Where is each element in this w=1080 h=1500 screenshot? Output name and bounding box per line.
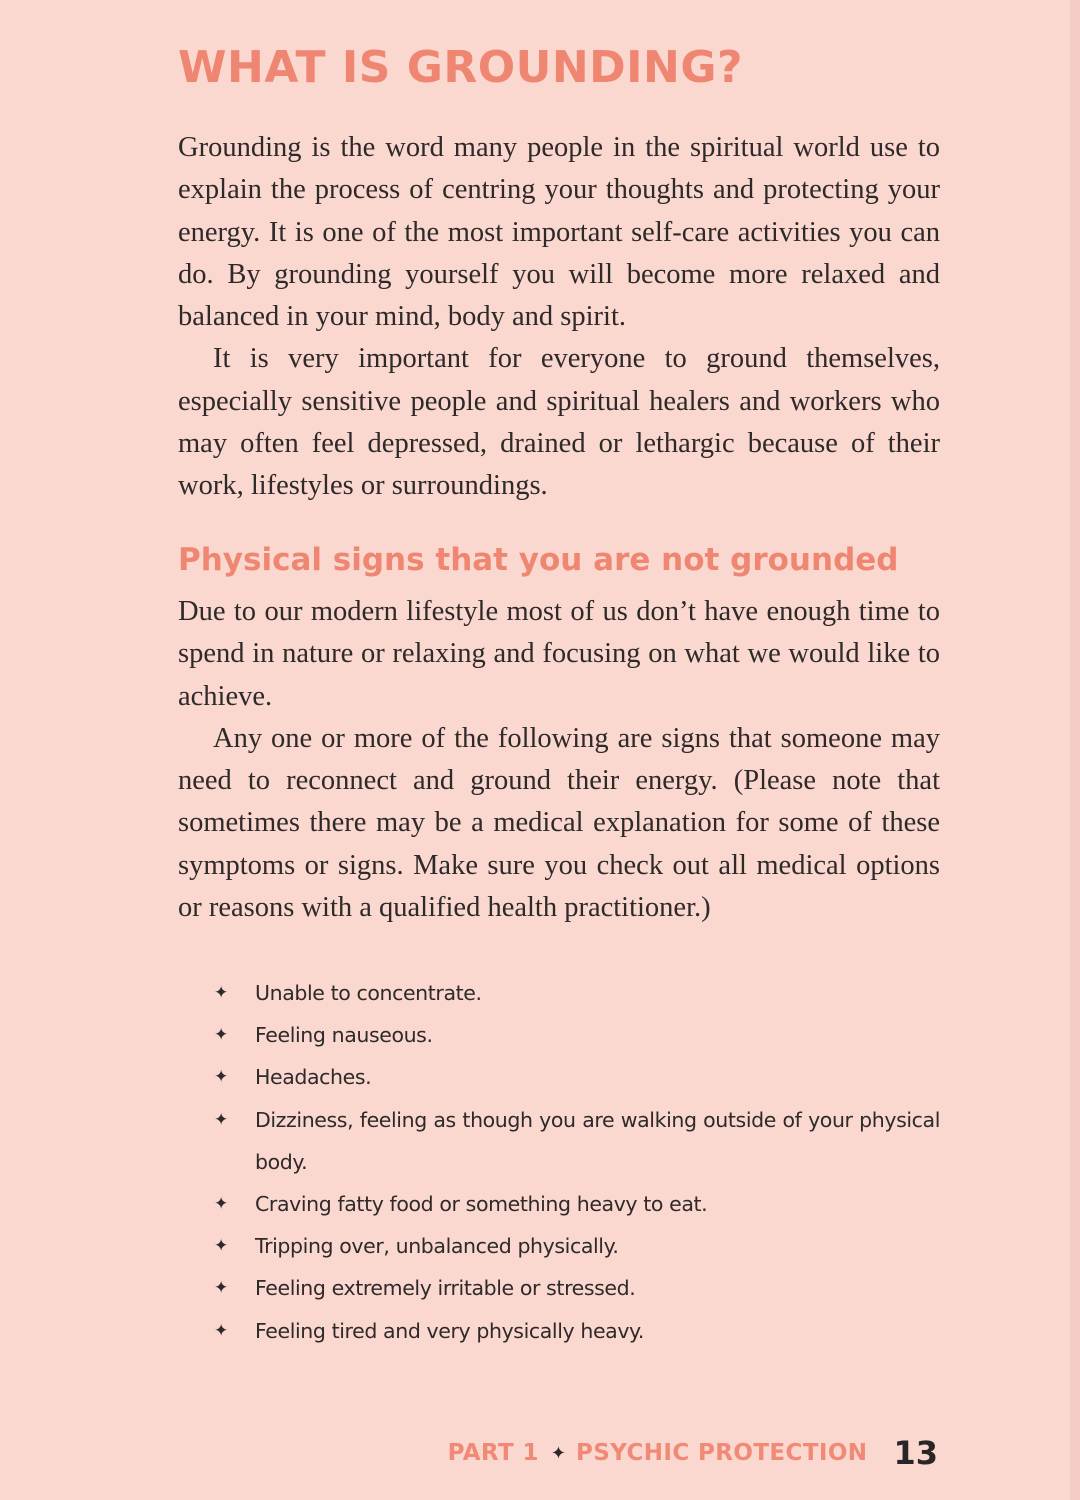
list-item-text: Feeling extremely irritable or stressed.	[255, 1276, 636, 1301]
star-bullet-icon: ✦	[214, 1067, 228, 1088]
signs-section	[178, 591, 940, 929]
list-item	[178, 1014, 940, 1056]
footer-part-label: PART 1	[447, 1440, 539, 1466]
list-item-text: Headaches.	[255, 1065, 372, 1090]
running-footer	[448, 1430, 938, 1476]
list-item-text: Dizziness, feeling as though you are walking outside of your physical body.	[255, 1107, 940, 1174]
list-item	[178, 1310, 940, 1352]
intro-paragraph-2: It is very important for everyone to ground themselves, especially sensitive people and spiritual healers and workers who may often feel depressed, drained or lethargic because of their work, lifestyles or surroundings.	[178, 343, 940, 502]
list-item-text: Unable to concentrate.	[255, 981, 482, 1005]
list-item-text: Feeling nauseous.	[255, 1023, 433, 1048]
list-item	[178, 1225, 940, 1267]
list-item	[178, 1056, 940, 1098]
list-item-text: Craving fatty food or something heavy to eat.	[255, 1192, 708, 1217]
star-bullet-icon: ✦	[214, 1236, 228, 1257]
section-subheading: Physical signs that you are not grounded	[178, 542, 899, 578]
footer-section-title: PSYCHIC PROTECTION	[575, 1440, 868, 1466]
intro-paragraph-1: Grounding is the word many people in the spiritual world use to explain the process of centring your thoughts and protecting your energy. It is one of the most important self-care activities you can do. By grounding yourself you will become more relaxed and balanced in your mind, body and spirit.	[178, 132, 940, 333]
list-item-text: Tripping over, unbalanced physically.	[255, 1234, 619, 1259]
signs-list	[178, 972, 940, 1352]
signs-paragraph-2: Any one or more of the following are signs that someone may need to reconnect and ground their energy. (Please note that sometimes there may be a medical explanation for some of these symptoms or signs. Make sure you check out all medical options or reasons with a qualified health practitioner.)	[178, 722, 940, 924]
star-bullet-icon: ✦	[214, 1025, 228, 1046]
page-title: WHAT IS GROUNDING?	[178, 42, 744, 93]
star-bullet-icon: ✦	[214, 1278, 228, 1299]
star-bullet-icon: ✦	[214, 1320, 228, 1341]
footer-star-icon: ✦	[550, 1442, 566, 1464]
signs-paragraph-1: Due to our modern lifestyle most of us don’t have enough time to spend in nature or relaxing and focusing on what we would like to achieve.	[178, 596, 940, 712]
list-item	[178, 1183, 940, 1225]
list-item-text: Feeling tired and very physically heavy.	[255, 1318, 644, 1343]
list-item	[178, 1099, 940, 1183]
page-edge	[1070, 0, 1080, 1500]
intro-section	[178, 127, 940, 508]
star-bullet-icon: ✦	[214, 1194, 228, 1215]
page-number: 13	[893, 1434, 938, 1472]
list-item	[178, 972, 940, 1014]
star-bullet-icon: ✦	[214, 983, 228, 1003]
list-item	[178, 1267, 940, 1309]
star-bullet-icon: ✦	[214, 1109, 228, 1130]
